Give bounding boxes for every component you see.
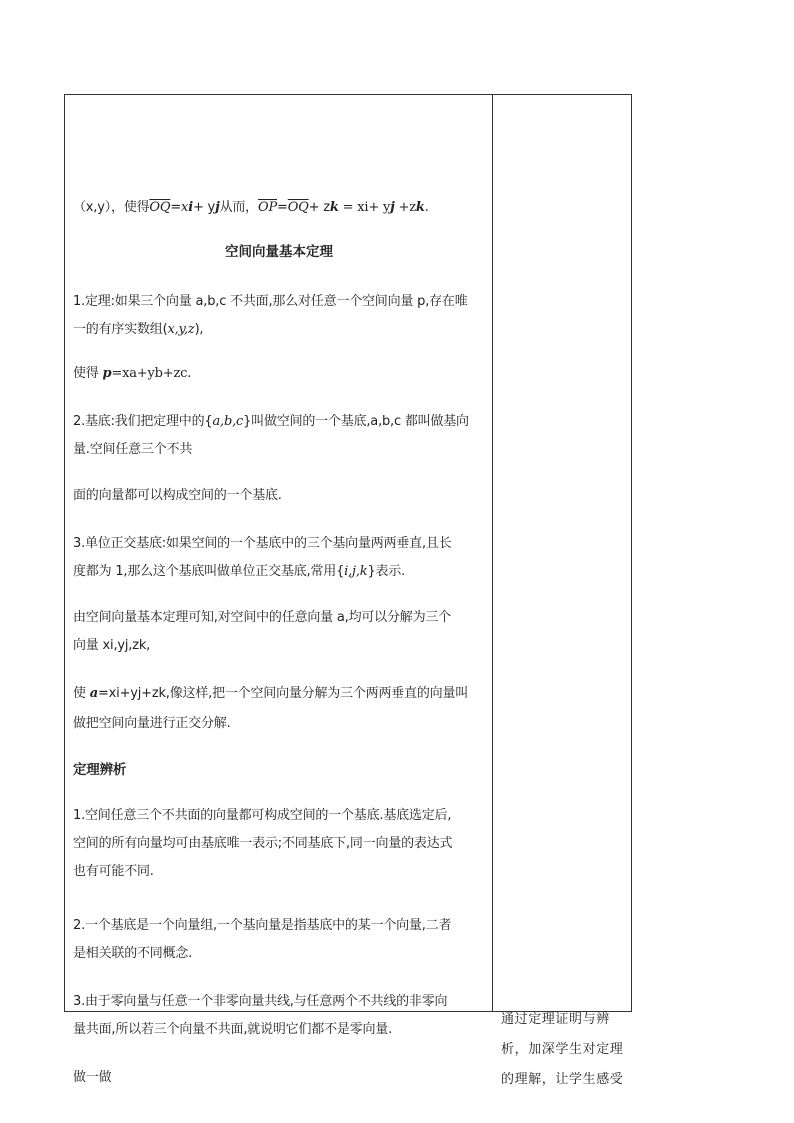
basis-line-2: 量.空间任意三个不共 xyxy=(73,442,193,457)
unit-j: j xyxy=(215,200,220,215)
plus-z: + z xyxy=(308,200,330,215)
unit-j-2: j xyxy=(390,200,395,215)
vector-a: a xyxy=(89,686,98,701)
theorem-xyz: x,y,z xyxy=(167,322,195,337)
make-text: 使得 xyxy=(73,366,103,381)
theorem-line-2 xyxy=(73,321,203,339)
intro-coord: （x,y），使得 xyxy=(73,200,150,215)
intro-line xyxy=(73,199,429,217)
unit-k: k xyxy=(329,200,339,215)
basis-line-1 xyxy=(73,413,469,431)
analysis-title: 定理辨析 xyxy=(73,762,127,778)
side-note-line-3: 的理解，让学生感受 xyxy=(501,1072,624,1087)
make2-text: 使 xyxy=(73,686,90,701)
plus-z-2: +z xyxy=(394,200,416,215)
equals-sign: = xyxy=(170,200,182,215)
plus-y: + y xyxy=(192,200,216,215)
analysis-2-line-1: 2.一个基底是一个向量组,一个基向量是指基底中的某一个向量,二者 xyxy=(73,918,452,933)
unit-ijk: i,j,k xyxy=(344,564,368,579)
make-formula: =xa+yb+zc. xyxy=(111,366,192,381)
unit-line-1: 3.单位正交基底:如果空间的一个基底中的三个基向量两两垂直,且长 xyxy=(73,536,452,551)
vector-oq-2: $\overline{OQ}$ xyxy=(287,200,309,215)
lesson-table xyxy=(64,94,632,1087)
analysis-2-line-2: 是相关联的不同概念. xyxy=(73,946,193,961)
vector-op: $\overline{OP}$ xyxy=(257,200,277,215)
decomp-line-2: 向量 xi,yj,zk, xyxy=(73,638,151,653)
unit-line-2 xyxy=(73,563,405,581)
unit-text-end: }表示. xyxy=(367,564,406,579)
unit-i: i xyxy=(188,200,193,215)
make-p-line xyxy=(73,365,191,383)
try-it-label: 做一做 xyxy=(73,1070,112,1085)
analysis-1-line-1: 1.空间任意三个不共面的向量都可构成空间的一个基底.基底选定后, xyxy=(73,808,452,823)
then-text: 从而， xyxy=(219,200,258,215)
main-column xyxy=(65,95,493,1085)
unit-k-2: k xyxy=(415,200,425,215)
side-column xyxy=(493,95,631,1087)
orthogonal-line-1 xyxy=(73,685,468,703)
basis-text: 2.基底:我们把定理中的{ xyxy=(73,414,213,429)
analysis-1-line-3: 也有可能不同. xyxy=(73,864,154,879)
vector-oq: $\overline{OQ}$ xyxy=(149,200,171,215)
decomp-line-1: 由空间向量基本定理可知,对空间中的任意向量 a,均可以分解为三个 xyxy=(73,610,451,625)
vector-p: p xyxy=(102,366,112,381)
basis-line-3: 面的向量都可以构成空间的一个基底. xyxy=(73,488,282,503)
side-note-line-1: 通过定理证明与辨 xyxy=(501,1012,610,1027)
analysis-3-line-1: 3.由于零向量与任意一个非零向量共线,与任意两个不共线的非零向 xyxy=(73,994,448,1009)
side-note-line-2: 析，加深学生对定理 xyxy=(501,1042,624,1057)
theorem-text: 一的有序实数组( xyxy=(73,322,168,337)
section-heading: 空间向量基本定理 xyxy=(225,244,333,260)
expansion-text: = xi+ y xyxy=(338,200,391,215)
analysis-1-line-2: 空间的所有向量均可由基底唯一表示;不同基底下,同一向量的表达式 xyxy=(73,836,453,851)
var-x: x xyxy=(181,200,189,215)
unit-text: 度都为 1,那么这个基底叫做单位正交基底,常用{ xyxy=(73,564,345,579)
make2-rest: =xi+yj+zk,像这样,把一个空间向量分解为三个两两垂直的向量叫 xyxy=(97,686,469,701)
theorem-line-1: 1.定理:如果三个向量 a,b,c 不共面,那么对任意一个空间向量 p,存在唯 xyxy=(73,294,468,309)
theorem-text-end: ), xyxy=(194,322,204,337)
equals-sign-2: = xyxy=(277,200,288,215)
orthogonal-line-2: 做把空间向量进行正交分解. xyxy=(73,716,231,731)
period: . xyxy=(424,200,429,215)
basis-abc: a,b,c xyxy=(212,414,244,429)
basis-text-end: }叫做空间的一个基底,a,b,c 都叫做基向 xyxy=(243,414,469,429)
analysis-3-line-2: 量共面,所以若三个向量不共面,就说明它们都不是零向量. xyxy=(73,1022,392,1037)
